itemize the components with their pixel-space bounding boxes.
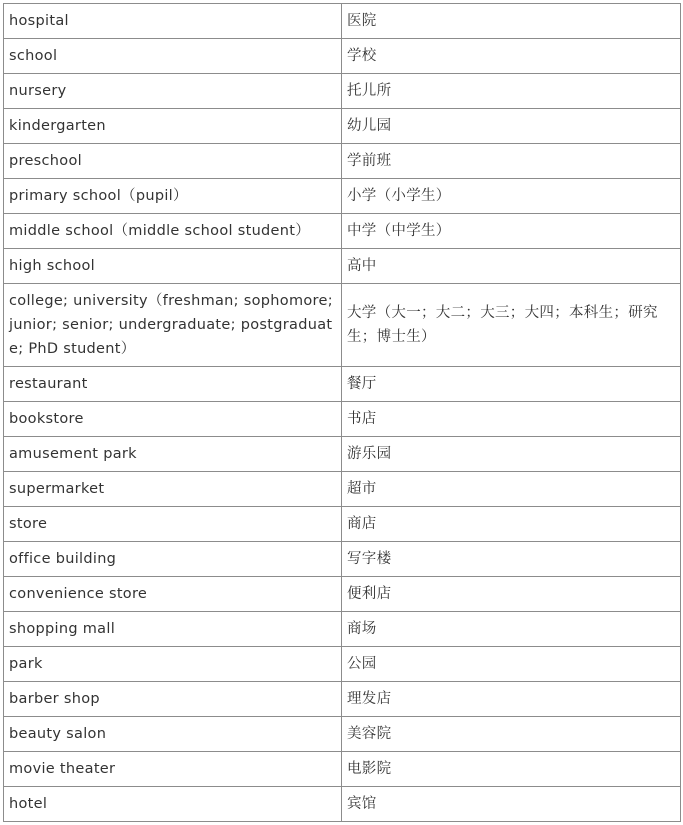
chinese-term-cell: 游乐园 [342, 437, 681, 472]
english-term-cell: store [4, 507, 342, 542]
english-term-cell: convenience store [4, 577, 342, 612]
table-row [4, 402, 681, 437]
chinese-term-cell: 中学（中学生） [342, 214, 681, 249]
table-row [4, 437, 681, 472]
english-term-cell: beauty salon [4, 717, 342, 752]
vocabulary-table-body [4, 4, 681, 822]
english-term-cell: primary school（pupil） [4, 179, 342, 214]
table-row [4, 367, 681, 402]
english-term-cell: restaurant [4, 367, 342, 402]
chinese-term-cell: 超市 [342, 472, 681, 507]
table-row [4, 542, 681, 577]
table-row [4, 577, 681, 612]
table-row [4, 717, 681, 752]
english-term-cell: hotel [4, 787, 342, 822]
chinese-term-cell: 小学（小学生） [342, 179, 681, 214]
table-row [4, 472, 681, 507]
chinese-term-cell: 高中 [342, 249, 681, 284]
english-term-cell: barber shop [4, 682, 342, 717]
english-term-cell: office building [4, 542, 342, 577]
english-term-cell: bookstore [4, 402, 342, 437]
table-row [4, 249, 681, 284]
vocabulary-table [3, 3, 681, 822]
chinese-term-cell: 公园 [342, 647, 681, 682]
english-term-cell: supermarket [4, 472, 342, 507]
chinese-term-cell: 理发店 [342, 682, 681, 717]
table-row [4, 74, 681, 109]
chinese-term-cell: 幼儿园 [342, 109, 681, 144]
table-row [4, 682, 681, 717]
table-row [4, 179, 681, 214]
table-row [4, 752, 681, 787]
english-term-cell: hospital [4, 4, 342, 39]
english-term-cell: nursery [4, 74, 342, 109]
table-row [4, 39, 681, 74]
chinese-term-cell: 商店 [342, 507, 681, 542]
chinese-term-cell: 美容院 [342, 717, 681, 752]
english-term-cell: movie theater [4, 752, 342, 787]
table-row [4, 144, 681, 179]
table-row [4, 787, 681, 822]
english-term-cell: park [4, 647, 342, 682]
english-term-cell: school [4, 39, 342, 74]
chinese-term-cell: 写字楼 [342, 542, 681, 577]
english-term-cell: middle school（middle school student） [4, 214, 342, 249]
chinese-term-cell: 书店 [342, 402, 681, 437]
table-row [4, 647, 681, 682]
table-row [4, 612, 681, 647]
english-term-cell: high school [4, 249, 342, 284]
english-term-cell: preschool [4, 144, 342, 179]
chinese-term-cell: 大学（大一；大二；大三；大四；本科生；研究生；博士生） [342, 284, 681, 367]
chinese-term-cell: 便利店 [342, 577, 681, 612]
chinese-term-cell: 餐厅 [342, 367, 681, 402]
chinese-term-cell: 宾馆 [342, 787, 681, 822]
english-term-cell: amusement park [4, 437, 342, 472]
english-term-cell: college; university（freshman; sophomore; junior; senior; undergraduate; postgraduate; PhD student） [4, 284, 342, 367]
table-row [4, 284, 681, 367]
table-row [4, 4, 681, 39]
chinese-term-cell: 托儿所 [342, 74, 681, 109]
table-row [4, 109, 681, 144]
chinese-term-cell: 商场 [342, 612, 681, 647]
chinese-term-cell: 医院 [342, 4, 681, 39]
chinese-term-cell: 学前班 [342, 144, 681, 179]
english-term-cell: kindergarten [4, 109, 342, 144]
table-row [4, 507, 681, 542]
english-term-cell: shopping mall [4, 612, 342, 647]
chinese-term-cell: 电影院 [342, 752, 681, 787]
chinese-term-cell: 学校 [342, 39, 681, 74]
table-row [4, 214, 681, 249]
